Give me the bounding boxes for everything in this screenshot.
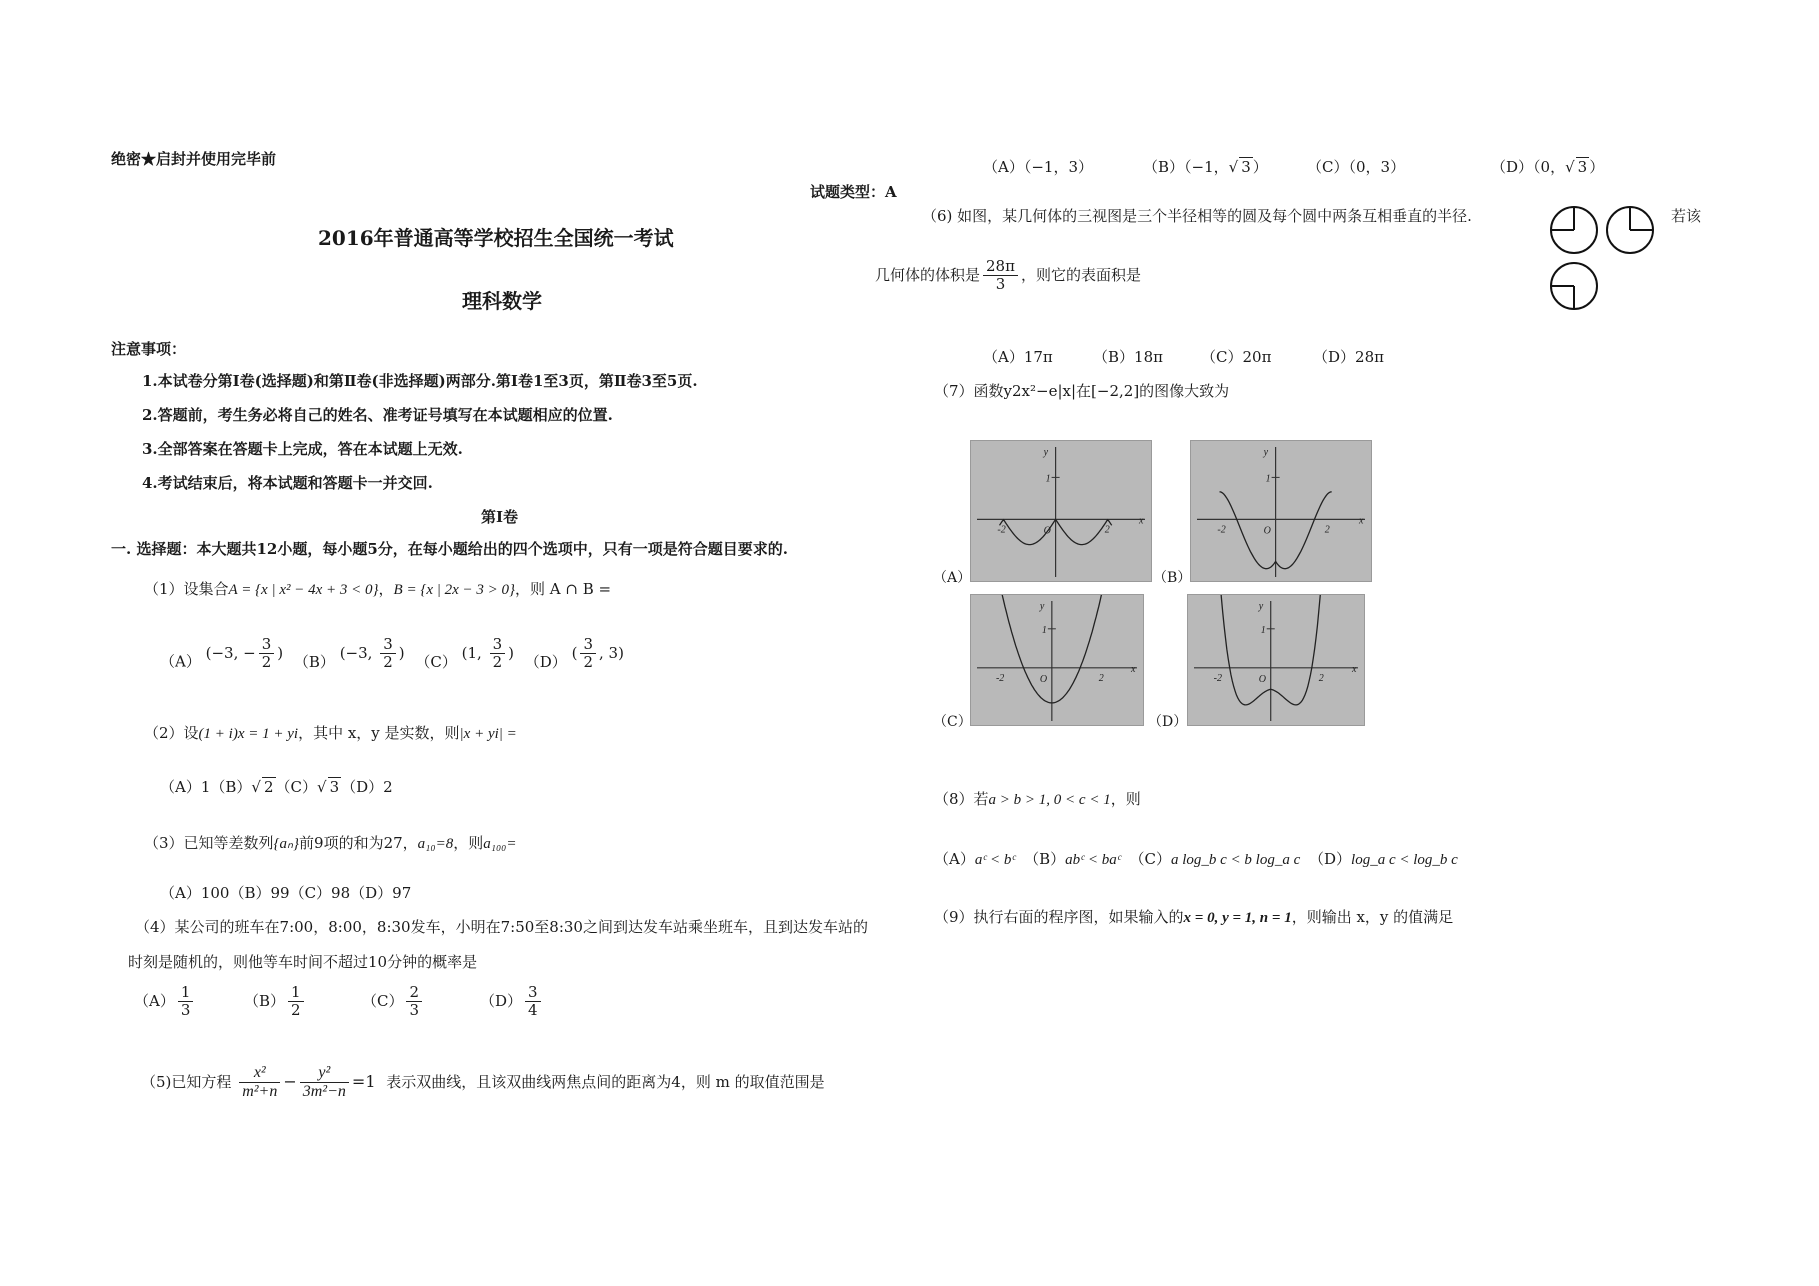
q4-b-den: 2 xyxy=(291,1001,301,1020)
origin-label: O xyxy=(1258,673,1266,685)
q1-b-right: ) xyxy=(398,643,405,662)
tick-label-neg2: -2 xyxy=(1213,672,1223,684)
q6-volume-text: 几何体的体积是 xyxy=(875,265,981,284)
q2-option-a: （A）1 xyxy=(160,778,211,796)
q6-option-a: （A）17π xyxy=(983,348,1053,366)
q1-label-d: （D） xyxy=(524,652,567,671)
q3-seq: {aₙ} xyxy=(273,836,300,852)
tick-label-2: 2 xyxy=(1318,672,1324,684)
notice-item-2: 2.答题前，考生务必将自己的姓名、准考证号填写在本试题相应的位置. xyxy=(142,406,613,424)
q8-options xyxy=(934,848,1458,869)
q7-label-a: （A） xyxy=(933,570,972,586)
q7-graph-b xyxy=(1190,440,1372,582)
question-3 xyxy=(144,832,517,853)
q8-suffix: ，则 xyxy=(1110,790,1141,808)
q5-options xyxy=(983,156,1604,177)
q1-set-b: B = {x | 2x − 3 > 0} xyxy=(393,582,516,598)
q3-a10: a₁₀=8 xyxy=(417,836,454,852)
q5-minus: − xyxy=(283,1071,297,1091)
q4-b-num: 1 xyxy=(288,984,304,1002)
q5-suffix: 表示双曲线，且该双曲线两焦点间的距离为4，则 m 的取值范围是 xyxy=(386,1072,825,1091)
tick-label-1: 1 xyxy=(1041,624,1047,636)
q8-option-c: a log_b c < b log_a c xyxy=(1170,852,1301,868)
q6-ruo-text: 若该 xyxy=(1671,207,1702,225)
three-view-diagram xyxy=(1548,204,1690,312)
q7-graph-b-plot xyxy=(1191,441,1371,581)
y-axis-label: y xyxy=(1263,447,1269,458)
q6-volume-num: 28π xyxy=(983,258,1018,276)
q5-option-d-root: 3 xyxy=(1577,158,1588,176)
q5-frac2-den: 3m²−n xyxy=(302,1083,346,1101)
q1-a-den: 2 xyxy=(261,653,272,672)
tick-label-2: 2 xyxy=(1098,672,1104,684)
tick-label-neg2: -2 xyxy=(1217,524,1226,536)
q4-c-num: 2 xyxy=(406,984,422,1002)
tick-label-2: 2 xyxy=(1324,524,1330,536)
q2-abs: |x + yi| = xyxy=(459,726,517,742)
q4-option-a xyxy=(134,984,244,1020)
confidential-label: 绝密★启封并使用完毕前 xyxy=(111,150,277,168)
q1-label-b: （B） xyxy=(293,652,335,671)
q2-option-d: （D）2 xyxy=(341,778,393,796)
q5-option-b-root: 3 xyxy=(1241,158,1251,176)
q1-sep: ， xyxy=(378,580,394,598)
origin-label: O xyxy=(1043,525,1051,537)
question-1 xyxy=(144,578,611,599)
q4-label-b: （B） xyxy=(244,991,286,1010)
tick-label-2: 2 xyxy=(1104,524,1110,536)
q8-option-a: aᶜ < bᶜ xyxy=(974,852,1016,868)
q4-options xyxy=(134,984,544,1020)
q1-option-a xyxy=(205,635,284,672)
q1-d-num: 3 xyxy=(580,636,596,654)
q1-b-den: 2 xyxy=(383,653,393,672)
x-axis-label: x xyxy=(1359,515,1364,527)
q8-label-d: （D） xyxy=(1309,850,1352,868)
q5-eq: =1 xyxy=(351,1071,376,1091)
q9-input: x = 0, y = 1, n = 1 xyxy=(1183,910,1292,926)
q3-options: （A）100（B）99（C）98（D）97 xyxy=(160,884,412,902)
q1-a-right: ) xyxy=(277,643,284,662)
q6-line-1: （6) 如图，某几何体的三视图是三个半径相等的圆及每个圆中两条互相垂直的半径. xyxy=(922,207,1472,225)
q7-label-b: （B） xyxy=(1153,570,1192,586)
q8-condition: a > b > 1, 0 < c < 1 xyxy=(988,792,1111,808)
q2-prefix: （2）设 xyxy=(144,724,199,742)
q8-label-a: （A） xyxy=(934,850,975,868)
q7-graph-d xyxy=(1187,594,1365,726)
q8-prefix: （8）若 xyxy=(934,790,989,808)
q1-option-d xyxy=(571,635,624,672)
q1-c-right: ) xyxy=(508,643,514,662)
q1-d-left: ( xyxy=(571,643,578,662)
x-axis-label: x xyxy=(1352,663,1357,675)
q4-option-d xyxy=(480,983,544,1020)
q2-options: （A）1（B）√ 2 （C）√ 3 （D）2 xyxy=(160,778,393,796)
q5-option-d-label: （D）（0， xyxy=(1491,158,1566,176)
tick-label-neg2: -2 xyxy=(995,672,1005,684)
q6-surface-text: ，则它的表面积是 xyxy=(1020,265,1141,284)
q1-b-num: 3 xyxy=(380,636,396,654)
x-axis-label: x xyxy=(1139,515,1144,527)
q7-graph-a-plot xyxy=(971,441,1151,581)
section-heading: 一. 选择题：本大题共12小题，每小题5分，在每小题给出的四个选项中，只有一项是符合题目要求的. xyxy=(111,540,788,558)
notice-item-4: 4.考试结束后，将本试题和答题卡一并交回. xyxy=(142,474,433,492)
q1-prefix: （1）设集合 xyxy=(144,580,229,598)
q1-d-den: 2 xyxy=(583,653,593,672)
exam-type-label: 试题类型：A xyxy=(810,183,897,201)
q3-prefix: （3）已知等差数列 xyxy=(144,834,274,852)
q7-graph-a xyxy=(970,440,1152,582)
q1-label-c: （C） xyxy=(415,652,457,671)
q4-a-den: 3 xyxy=(180,1001,191,1020)
q1-option-c xyxy=(461,635,514,672)
question-5 xyxy=(141,1064,825,1102)
q4-option-b xyxy=(244,984,362,1020)
q4-label-a: （A） xyxy=(134,991,175,1010)
q8-option-b: abᶜ < baᶜ xyxy=(1065,852,1121,868)
q4-a-num: 1 xyxy=(178,984,194,1002)
q6-line-2 xyxy=(875,258,1141,294)
q1-suffix: ，则 A ∩ B = xyxy=(515,580,612,598)
q3-then: ，则 xyxy=(453,834,484,852)
q3-a100: a₁₀₀= xyxy=(483,836,517,852)
q6-option-d: （D）28π xyxy=(1313,348,1384,366)
q7-graph-c-plot xyxy=(971,595,1143,725)
volume-label: 第Ⅰ卷 xyxy=(481,508,519,526)
q4-line-2: 时刻是随机的，则他等车时间不超过10分钟的概率是 xyxy=(128,953,478,971)
q7-graph-c xyxy=(970,594,1144,726)
q2-option-b-value: 2 xyxy=(263,778,274,796)
origin-label: O xyxy=(1039,673,1048,685)
q7-text: （7）函数y2x²−e|x|在[−2,2]的图像大致为 xyxy=(934,382,1230,400)
q7-label-d: （D） xyxy=(1148,714,1188,730)
origin-label: O xyxy=(1263,525,1271,537)
q1-option-b xyxy=(339,635,405,672)
q6-option-c: （C）20π xyxy=(1201,348,1272,366)
question-9 xyxy=(934,906,1453,927)
q9-prefix: （9）执行右面的程序图，如果输入的 xyxy=(934,908,1184,926)
q6-volume-den: 3 xyxy=(995,275,1006,294)
tick-label-neg2: -2 xyxy=(997,524,1006,536)
q2-middle: ，其中 x，y 是实数，则 xyxy=(298,724,460,742)
q8-label-b: （B） xyxy=(1024,850,1066,868)
q5-frac2-num: y² xyxy=(300,1064,349,1083)
q4-label-d: （D） xyxy=(480,991,523,1010)
q6-options xyxy=(983,346,1384,367)
q5-option-c: （C）（0，3） xyxy=(1307,158,1406,176)
q5-frac1-num: x² xyxy=(239,1064,280,1083)
q1-set-a: A = {x | x² − 4x + 3 < 0} xyxy=(228,582,379,598)
q4-option-c xyxy=(362,984,480,1020)
q3-middle: 前9项的和为27， xyxy=(299,834,418,852)
q5-option-d-close: ） xyxy=(1589,158,1605,176)
q5-option-b-label: （B）（−1， xyxy=(1143,158,1229,176)
q2-label-b: （B） xyxy=(210,778,252,796)
q4-d-num: 3 xyxy=(525,984,541,1002)
tick-label-1: 1 xyxy=(1260,624,1266,636)
q1-c-left: (1, xyxy=(461,643,487,662)
q5-option-b-close: ） xyxy=(1252,158,1268,176)
q4-label-c: （C） xyxy=(362,991,404,1010)
q1-options xyxy=(160,636,624,672)
tick-label-1: 1 xyxy=(1045,473,1051,485)
q5-option-a: （A）（−1，3） xyxy=(983,158,1093,176)
q4-line-1: （4）某公司的班车在7:00，8:00，8:30发车，小明在7:50至8:30之间到达发车站乘坐班车，且到达发车站的 xyxy=(135,918,868,936)
q9-suffix: ，则输出 x，y 的值满足 xyxy=(1291,908,1454,926)
y-axis-label: y xyxy=(1258,601,1264,612)
q5-prefix: （5)已知方程 xyxy=(141,1072,232,1091)
q8-option-d: log_a c < log_b c xyxy=(1351,852,1458,868)
q1-c-den: 2 xyxy=(492,653,503,672)
y-axis-label: y xyxy=(1039,601,1045,612)
tick-label-1: 1 xyxy=(1265,473,1271,485)
y-axis-label: y xyxy=(1043,447,1049,458)
q1-a-left: (−3, − xyxy=(205,643,256,662)
notice-item-1: 1.本试卷分第Ⅰ卷(选择题)和第Ⅱ卷(非选择题)两部分.第Ⅰ卷1至3页，第Ⅱ卷3至5页. xyxy=(142,372,698,390)
q1-a-num: 3 xyxy=(259,636,275,654)
q5-frac1-den: m²+n xyxy=(242,1083,278,1101)
q4-d-den: 4 xyxy=(528,1001,538,1020)
q5-option-b: （B）（−1，√ 3 ） xyxy=(1143,158,1268,176)
q2-label-c: （C） xyxy=(275,778,318,796)
q1-b-left: (−3, xyxy=(339,643,378,662)
q5-option-d: （D）（0，√ 3 ） xyxy=(1491,158,1605,176)
x-axis-label: x xyxy=(1131,663,1136,675)
question-2 xyxy=(144,722,517,743)
question-8 xyxy=(934,788,1141,809)
q1-d-right: , 3) xyxy=(599,643,624,662)
q8-label-c: （C） xyxy=(1129,850,1171,868)
q2-expr: (1 + i)x = 1 + yi xyxy=(198,726,299,742)
notice-item-3: 3.全部答案在答题卡上完成，答在本试题上无效. xyxy=(142,440,463,458)
q2-option-c-value: 3 xyxy=(329,778,340,796)
q1-label-a: （A） xyxy=(160,652,201,671)
q1-c-num: 3 xyxy=(490,636,506,654)
notice-heading: 注意事项： xyxy=(111,340,187,358)
q6-option-b: （B）18π xyxy=(1093,348,1163,366)
q7-graph-d-plot xyxy=(1188,595,1364,725)
subject-title: 理科数学 xyxy=(462,289,542,313)
q4-c-den: 3 xyxy=(409,1001,420,1020)
exam-title: 2016年普通高等学校招生全国统一考试 xyxy=(318,226,674,250)
q7-label-c: （C） xyxy=(933,714,972,730)
